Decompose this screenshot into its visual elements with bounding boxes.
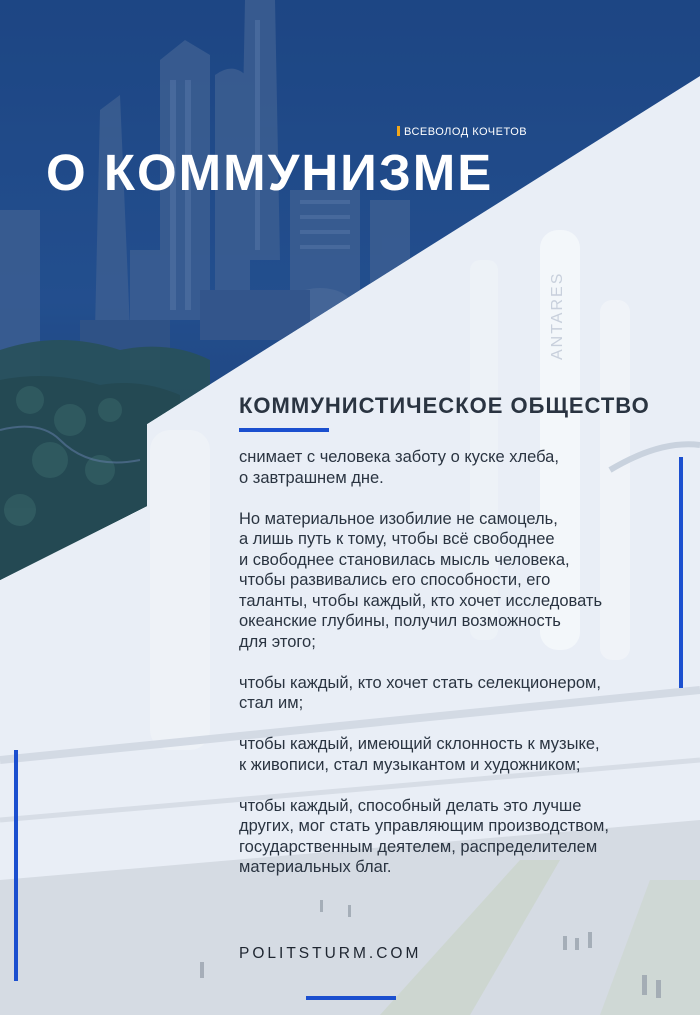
antares-sign-text: ANTARES bbox=[549, 271, 566, 360]
paragraph: чтобы каждый, способный делать это лучше других, мог стать управляющим производством, государственным деятелем, распределителем материальных благ. bbox=[239, 796, 609, 876]
right-accent-bar bbox=[679, 457, 683, 688]
paragraph: чтобы каждый, имеющий склонность к музыке, к живописи, стал музыкантом и художником; bbox=[239, 735, 600, 774]
poster-title: О КОММУНИЗМЕ bbox=[46, 144, 494, 201]
author-name bbox=[397, 126, 527, 138]
author-name-text: ВСЕВОЛОД КОЧЕТОВ bbox=[404, 126, 528, 138]
heading-underline bbox=[239, 428, 329, 432]
bottom-accent-bar bbox=[306, 996, 396, 1000]
paragraph: снимает с человека заботу о куске хлеба, о завтрашнем дне. bbox=[239, 448, 559, 487]
paragraph: Но материальное изобилие не самоцель, а лишь путь к тому, чтобы всё свободнее и свободнее становилась мысль человека, чтобы развивались его способности, его таланты, чтобы каждый, кто хочет исследовать океанские глубины, получил возможность для этого; bbox=[239, 509, 603, 651]
paragraph: чтобы каждый, кто хочет стать селекционером, стал им; bbox=[239, 673, 601, 712]
left-accent-bar bbox=[14, 750, 18, 981]
author-marker bbox=[397, 126, 400, 136]
website-link[interactable]: POLITSTURM.COM bbox=[239, 945, 422, 962]
section-heading: КОММУНИСТИЧЕСКОЕ ОБЩЕСТВО bbox=[239, 393, 650, 418]
body-text bbox=[239, 447, 679, 898]
